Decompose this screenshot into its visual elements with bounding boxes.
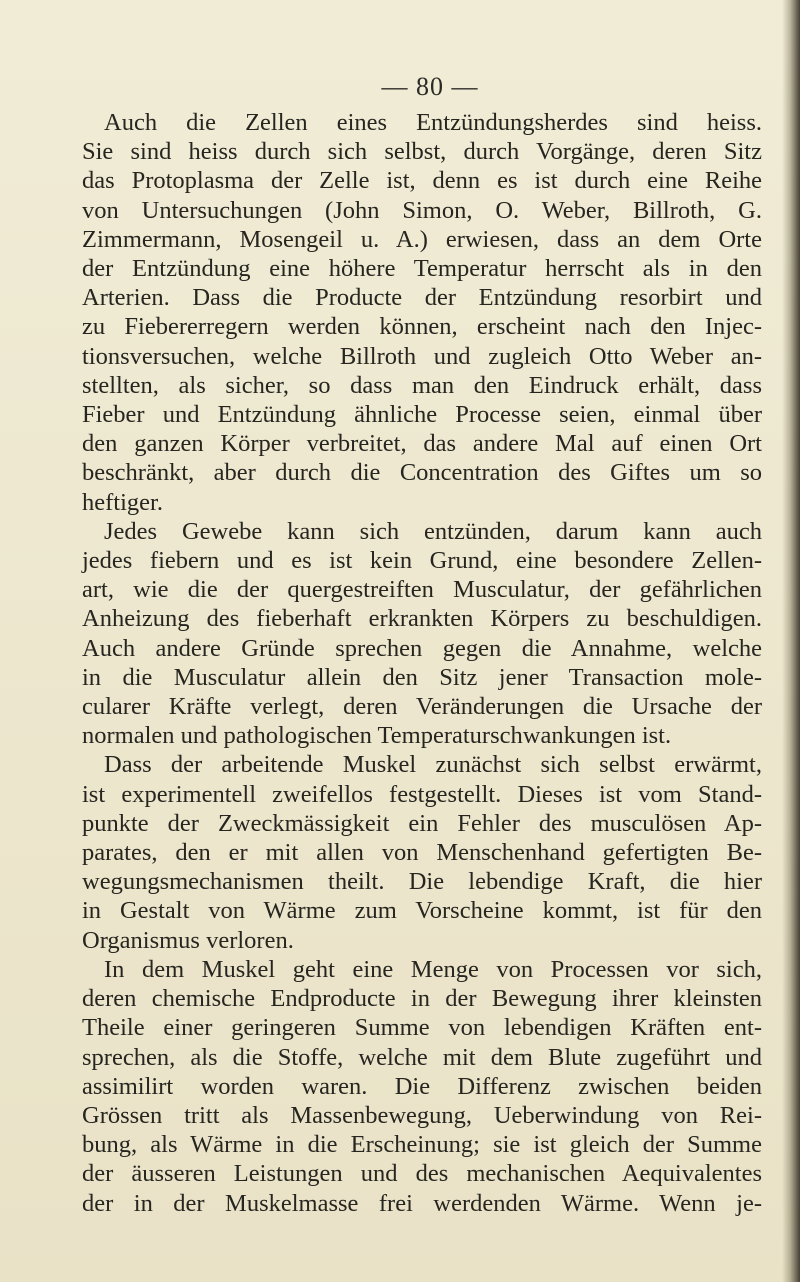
text-line: In dem Muskel geht eine Menge von Processen vor sich, — [104, 955, 762, 983]
text-line: Grössen tritt als Massenbewegung, Ueberwindung von Rei- — [82, 1101, 762, 1129]
text-line: punkte der Zweckmässigkeit ein Fehler des musculösen Ap- — [82, 809, 762, 837]
text-line: Zimmermann, Mosengeil u. A.) erwiesen, dass an dem Orte — [82, 225, 762, 253]
text-line: sprechen, als die Stoffe, welche mit dem Blute zugeführt und — [82, 1043, 762, 1071]
text-line: normalen und pathologischen Temperaturschwankungen ist. — [82, 722, 672, 750]
text-line: tionsversuchen, welche Billroth und zugleich Otto Weber an- — [82, 342, 762, 370]
text-line: zu Fiebererregern werden können, erscheint nach den Injec- — [82, 313, 762, 341]
text-line: den ganzen Körper verbreitet, das andere Mal auf einen Ort — [82, 430, 762, 458]
page-edge-shadow — [782, 0, 800, 1282]
text-line: der in der Muskelmasse frei werdenden Wärme. Wenn je- — [82, 1189, 762, 1217]
text-line: wegungsmechanismen theilt. Die lebendige Kraft, die hier — [82, 868, 762, 896]
body-text — [82, 108, 762, 1218]
text-line: ist experimentell zweifellos festgestellt. Dieses ist vom Stand- — [82, 780, 762, 808]
text-line: jedes fiebern und es ist kein Grund, eine besondere Zellen- — [82, 547, 762, 575]
text-line: Auch die Zellen eines Entzündungsherdes sind heiss. — [104, 109, 762, 136]
text-line: Arterien. Dass die Producte der Entzündung resorbirt und — [82, 284, 762, 312]
text-line: Organismus verloren. — [82, 926, 294, 954]
text-line: der äusseren Leistungen und des mechanischen Aequivalentes — [82, 1160, 762, 1188]
text-line: Auch andere Gründe sprechen gegen die Annahme, welche — [82, 634, 762, 662]
text-line: parates, den er mit allen von Menschenhand gefertigten Be- — [82, 839, 762, 867]
text-line: Dass der arbeitende Muskel zunächst sich selbst erwärmt, — [104, 751, 762, 779]
text-line: stellten, als sicher, so dass man den Eindruck erhält, dass — [82, 371, 762, 399]
text-line: Theile einer geringeren Summe von lebendigen Kräften ent- — [82, 1014, 762, 1042]
text-line: Anheizung des fieberhaft erkrankten Körpers zu beschuldigen. — [82, 605, 762, 633]
text-line: der Entzündung eine höhere Temperatur herrscht als in den — [82, 255, 762, 283]
page-number: — 80 — — [381, 72, 479, 101]
text-line: das Protoplasma der Zelle ist, denn es ist durch eine Reihe — [82, 167, 762, 195]
text-line: Jedes Gewebe kann sich entzünden, darum kann auch — [104, 517, 762, 545]
text-line: assimilirt worden waren. Die Differenz zwischen beiden — [82, 1072, 762, 1100]
text-line: beschränkt, aber durch die Concentration des Giftes um so — [82, 459, 762, 487]
text-line: in die Musculatur allein den Sitz jener Transaction mole- — [82, 663, 762, 691]
text-line: art, wie die der quergestreiften Musculatur, der gefährlichen — [82, 576, 762, 604]
text-line: heftiger. — [82, 488, 163, 516]
text-line: in Gestalt von Wärme zum Vorscheine kommt, ist für den — [82, 897, 762, 925]
text-line: bung, als Wärme in die Erscheinung; sie ist gleich der Summe — [82, 1131, 762, 1159]
text-line: Fieber und Entzündung ähnliche Processe seien, einmal über — [82, 401, 762, 429]
text-line: von Untersuchungen (John Simon, O. Weber, Billroth, G. — [82, 196, 762, 224]
text-line: Sie sind heiss durch sich selbst, durch Vorgänge, deren Sitz — [82, 138, 762, 166]
text-line: deren chemische Endproducte in der Bewegung ihrer kleinsten — [82, 985, 762, 1013]
text-line: cularer Kräfte verlegt, deren Veränderungen die Ursache der — [82, 693, 762, 721]
